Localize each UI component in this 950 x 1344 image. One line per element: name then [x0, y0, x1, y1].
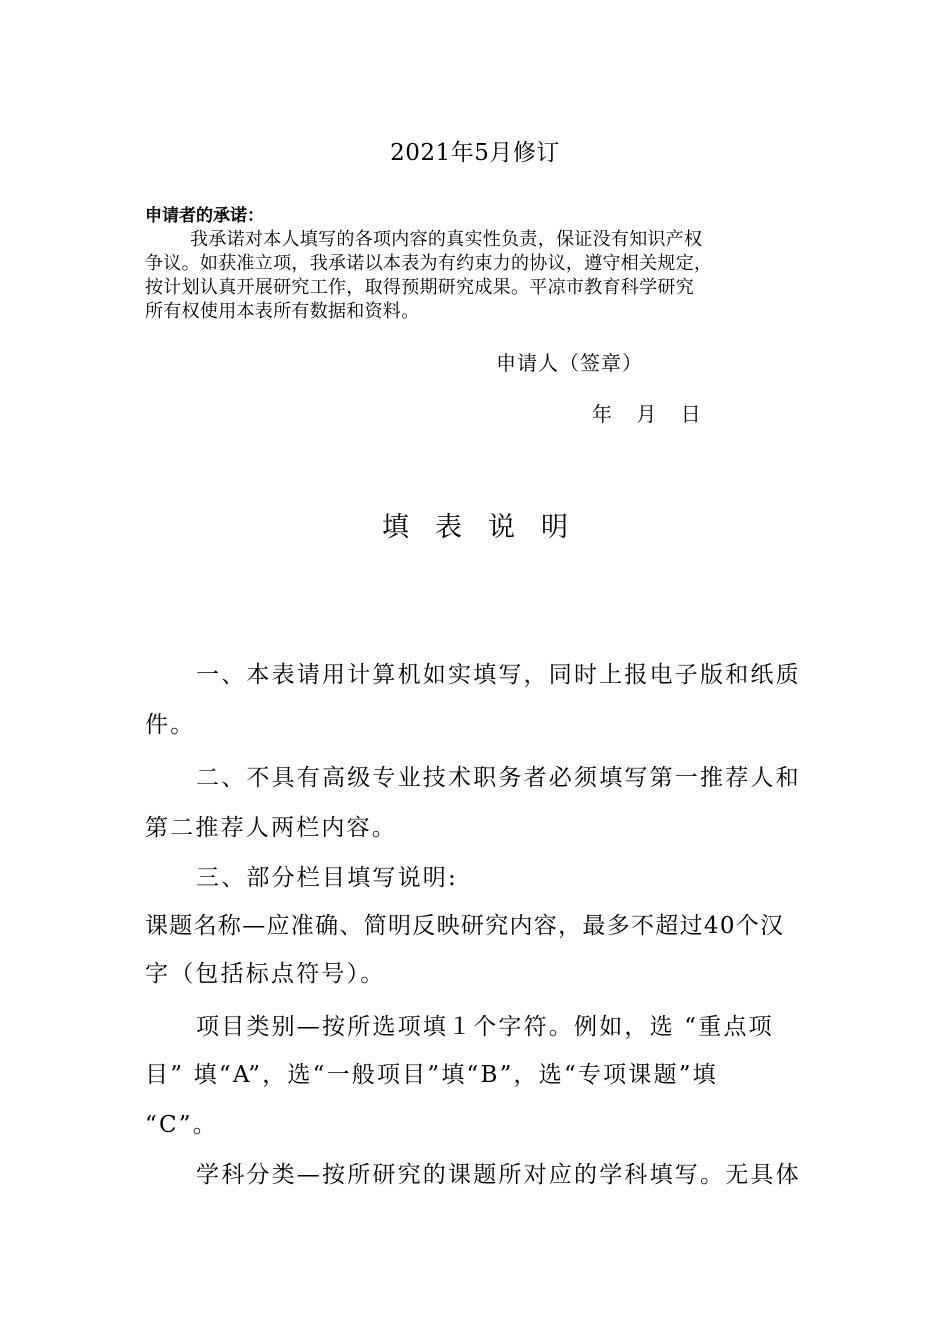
pledge-line-1: 我承诺对本人填写的各项内容的真实性负责，保证没有知识产权	[190, 229, 703, 250]
instruction-line-3: 二、不具有高级专业技术职务者必须填写第一推荐人和	[196, 765, 801, 791]
revision-date: 2021年5月修订	[390, 140, 560, 166]
instruction-line-8: 项目类别—按所选项填１个字符。例如，选 “重点项	[196, 1014, 774, 1040]
instruction-line-5: 三、部分栏目填写说明:	[196, 865, 458, 891]
signature-date-label: 年 月 日	[592, 402, 701, 426]
instruction-line-1: 一、本表请用计算机如实填写，同时上报电子版和纸质	[196, 662, 801, 688]
instruction-line-9: 目” 填“A”，选“一般项目”填“B”，选“专项课题”填	[145, 1062, 718, 1088]
pledge-line-4: 所有权使用本表所有数据和资料。	[145, 301, 420, 322]
instruction-line-2: 件。	[145, 712, 196, 738]
instructions-title: 填表说明	[382, 512, 594, 543]
instruction-line-7: 字（包括标点符号）。	[145, 961, 386, 987]
applicant-signature-label: 申请人（签章）	[496, 351, 643, 375]
pledge-heading: 申请者的承诺：	[145, 206, 264, 226]
instruction-line-10: “C”。	[145, 1112, 218, 1138]
instruction-line-4: 第二推荐人两栏内容。	[145, 815, 397, 841]
pledge-line-3: 按计划认真开展研究工作，取得预期研究成果。平凉市教育科学研究	[145, 277, 694, 298]
instruction-line-6: 课题名称—应准确、简明反映研究内容，最多不超过40个汉	[145, 913, 785, 939]
pledge-line-2: 争议。如获准立项，我承诺以本表为有约束力的协议，遵守相关规定，	[145, 253, 713, 274]
instruction-line-11: 学科分类—按所研究的课题所对应的学科填写。无具体	[196, 1162, 801, 1188]
